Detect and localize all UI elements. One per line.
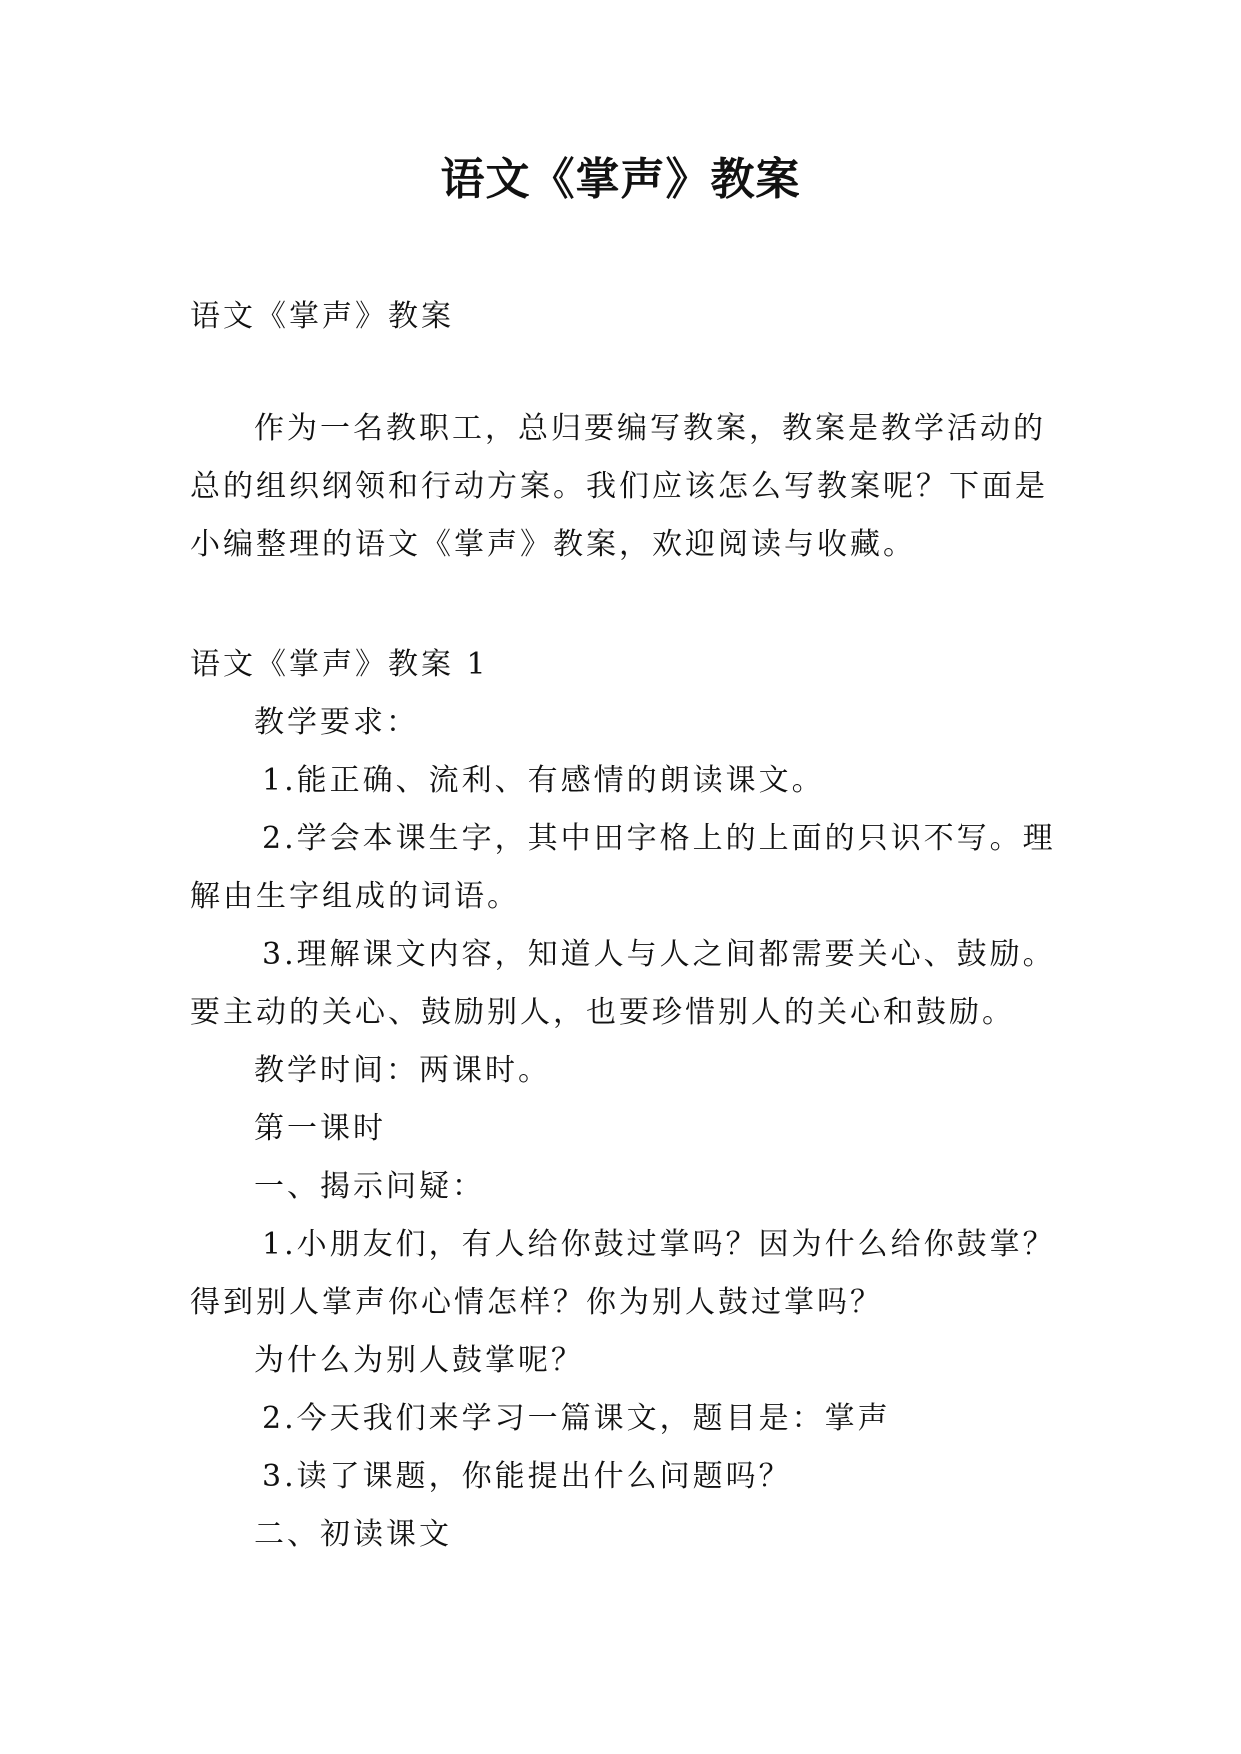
paragraph-question-1: 1.小朋友们，有人给你鼓过掌吗？因为什么给你鼓掌？得到别人掌声你心情怎样？你为别人鼓过掌吗？ [190,1227,1056,1320]
paragraph-requirement-1: 1.能正确、流利、有感情的朗读课文。 [262,763,825,798]
paragraph-step-2: 二、初读课文 [254,1517,452,1552]
paragraph-question-2: 2.今天我们来学习一篇课文，题目是：掌声 [262,1401,891,1436]
paragraph-question-why: 为什么为别人鼓掌呢？ [254,1343,584,1378]
lesson-section [190,636,1070,1564]
paragraph-question-3: 3.读了课题，你能提出什么问题吗？ [262,1459,792,1494]
document-title: 语文《掌声》教案 [440,154,801,205]
paragraph-teaching-requirements: 教学要求： [254,705,419,740]
section-heading: 语文《掌声》教案 1 [190,647,489,682]
paragraph-first-lesson: 第一课时 [254,1111,386,1146]
intro-paragraph: 作为一名教职工，总归要编写教案，教案是教学活动的总的组织纲领和行动方案。我们应该怎么写教案呢？下面是小编整理的语文《掌声》教案，欢迎阅读与收藏。 [190,411,1048,562]
paragraph-teaching-time: 教学时间：两课时。 [254,1053,551,1088]
document-subtitle: 语文《掌声》教案 [190,299,454,334]
paragraph-requirement-3: 3.理解课文内容，知道人与人之间都需要关心、鼓励。要主动的关心、鼓励别人，也要珍惜别人的关心和鼓励。 [190,937,1056,1030]
paragraph-step-1: 一、揭示问疑： [254,1169,485,1204]
paragraph-requirement-2: 2.学会本课生字，其中田字格上的上面的只识不写。理解由生字组成的词语。 [190,821,1056,914]
